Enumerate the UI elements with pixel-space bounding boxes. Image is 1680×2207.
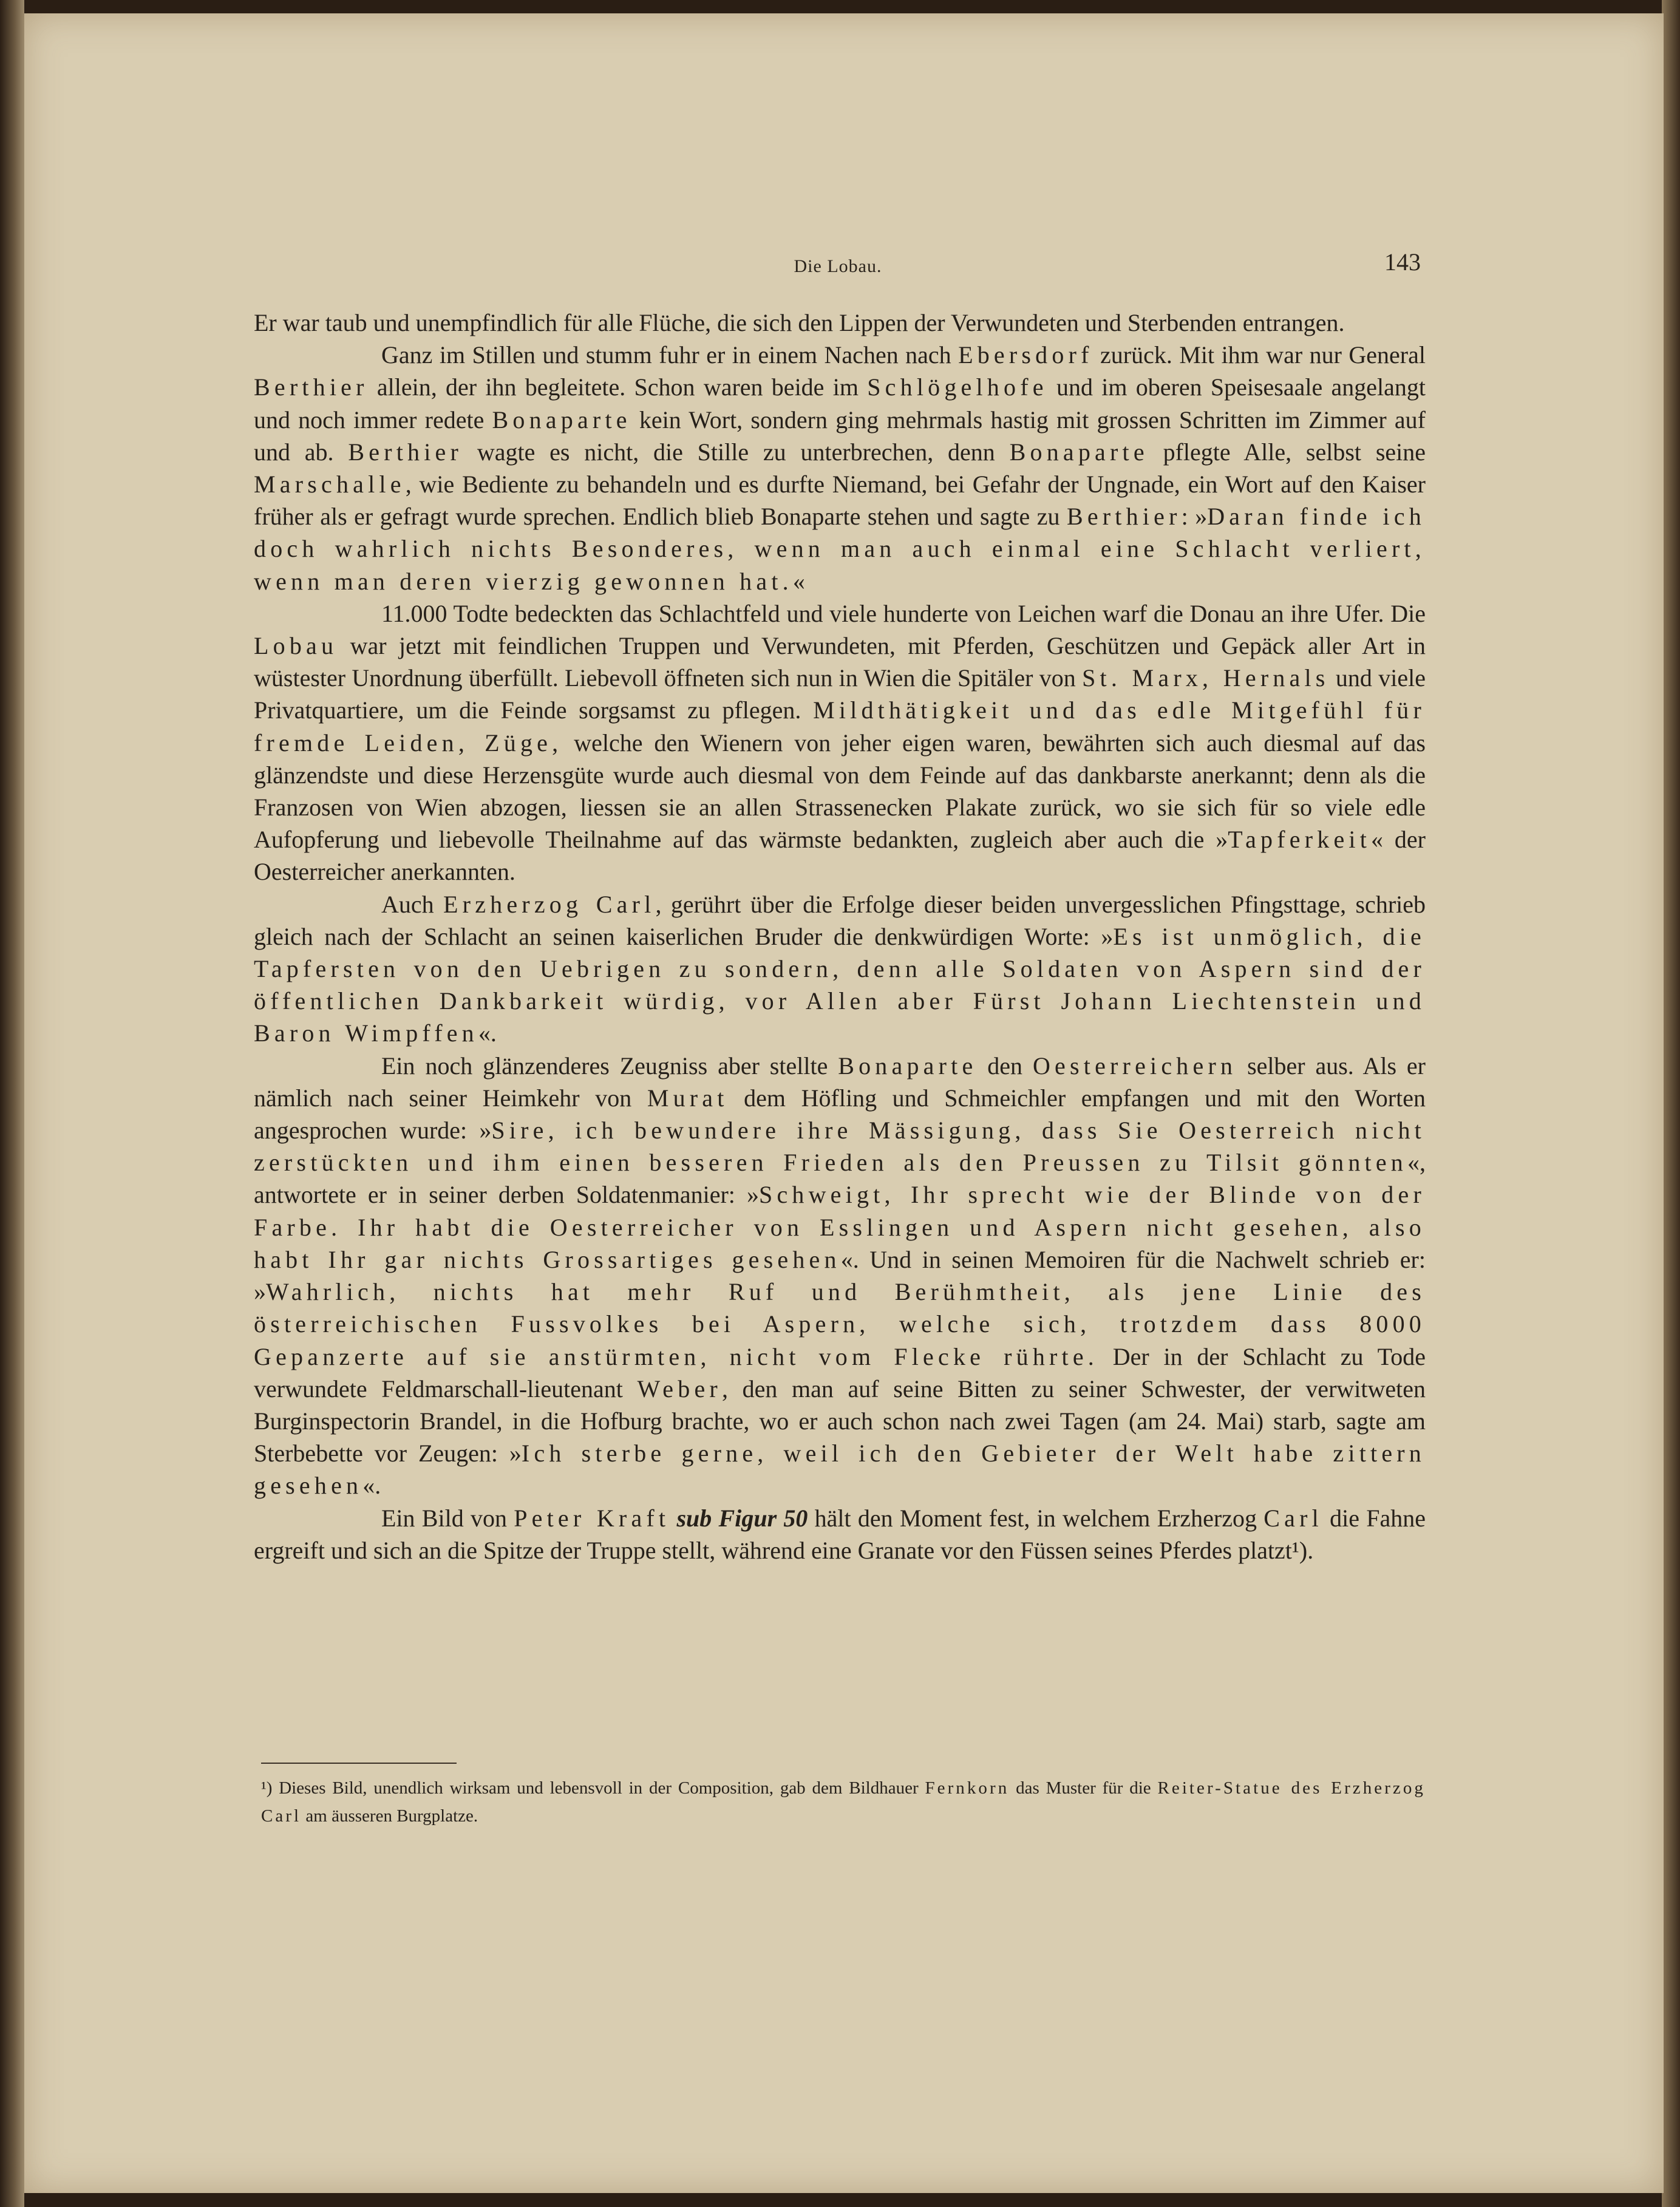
page-number: 143 (1384, 248, 1421, 276)
footnote: ¹) Dieses Bild, unendlich wirksam und lebensvoll in der Composition, gab dem Bildhauer Fernkorn das Muster für die Reiter-Statue des Erzherzog Carl am äusseren Burgplatze. (261, 1778, 1426, 1826)
paragraph-6: Ein Bild von Peter Kraft sub Figur 50 hält den Moment fest, in welchem Erzherzog Carl die Fahne ergreift und sich an die Spitze der Truppe stellt, während eine Granate vor den Füssen seines Pferdes platzt¹). (254, 1504, 1426, 1564)
page-right-edge (1662, 0, 1680, 2207)
running-title: Die Lobau. (794, 256, 882, 276)
paragraph-5: Ein noch glänzenderes Zeugniss aber stellte Bonaparte den Oesterreichern selber aus. Als er nämlich nach seiner Heimkehr von Murat dem Höfling und Schmeichler empfangen und mit den Worten angesprochen wurde: »Sire, ich bewundere ihre Mässigung, dass Sie Oesterreich nicht zerstückten und ihm einen besseren Frieden als den Preussen zu Tilsit gönnten«, antwortete er in seiner derben Soldatenmanier: »Schweigt, Ihr sprecht wie der Blinde von der Farbe. Ihr habt die Oesterreicher von Esslingen und Aspern nicht gesehen, also habt Ihr gar nichts Grossartiges gesehen«. Und in seinen Memoiren für die Nachwelt schrieb er: »Wahrlich, nichts hat mehr Ruf und Berühmtheit, als jene Linie des österreichischen Fussvolkes bei Aspern, welche sich, trotzdem dass 8000 Gepanzerte auf sie anstürmten, nicht vom Flecke rührte. Der in der Schlacht zu Tode verwundete Feldmarschall-lieutenant Weber, den man auf seine Bitten zu seiner Schwester, der verwitweten Burginspectorin Brandel, in die Hofburg brachte, wo er auch schon nach zwei Tagen (am 24. Mai) starb, sagte am Sterbebette vor Zeugen: »Ich sterbe gerne, weil ich den Gebieter der Welt habe zittern gesehen«. (254, 1052, 1426, 1500)
page-header (255, 248, 1421, 284)
figure-reference: sub Figur 50 (676, 1504, 808, 1532)
paragraph-4: Auch Erzherzog Carl, gerührt über die Erfolge dieser beiden unvergesslichen Pfingsttage, schrieb gleich nach der Schlacht an seinen kaiserlichen Bruder die denkwürdigen Worte: »Es ist unmöglich, die Tapfersten von den Uebrigen zu sondern, denn alle Soldaten von Aspern sind der öffentlichen Dankbarkeit würdig, vor Allen aber Fürst Johann Liechtenstein und Baron Wimpffen«. (254, 890, 1426, 1047)
footnote-rule (261, 1763, 457, 1764)
book-spine-edge (0, 0, 24, 2207)
body-text (254, 307, 1426, 1566)
paragraph-2: Ganz im Stillen und stumm fuhr er in einem Nachen nach Ebersdorf zurück. Mit ihm war nur General Berthier allein, der ihn begleitete. Schon waren beide im Schlögelhofe und im oberen Speisesaale angelangt und noch immer redete Bonaparte kein Wort, sondern ging mehrmals hastig mit grossen Schritten im Zimmer auf und ab. Berthier wagte es nicht, die Stille zu unterbrechen, denn Bonaparte pflegte Alle, selbst seine Marschalle, wie Bediente zu behandeln und es durfte Niemand, bei Gefahr der Ungnade, ein Wort auf den Kaiser früher als er gefragt wurde sprechen. Endlich blieb Bonaparte stehen und sagte zu Berthier: »Daran finde ich doch wahrlich nichts Besonderes, wenn man auch einmal eine Schlacht verliert, wenn man deren vierzig gewonnen hat.« (254, 341, 1426, 595)
footnote-marker: ¹) (1291, 1536, 1308, 1564)
footnote-marker: ¹) (261, 1778, 273, 1798)
paragraph-1: Er war taub und unempfindlich für alle Flüche, die sich den Lippen der Verwundeten und Sterbenden entrangen. (254, 309, 1345, 336)
paragraph-3: 11.000 Todte bedeckten das Schlachtfeld und viele hunderte von Leichen warf die Donau an ihre Ufer. Die Lobau war jetzt mit feindlichen Truppen und Verwundeten, mit Pferden, Geschützen und Gepäck aller Art in wüstester Unordnung überfüllt. Liebevoll öffneten sich nun in Wien die Spitäler von St. Marx, Hernals und viele Privatquartiere, um die Feinde sorgsamst zu pflegen. Mildthätigkeit und das edle Mitgefühl für fremde Leiden, Züge, welche den Wienern von jeher eigen waren, bewährten sich auch diesmal auf das glänzendste und diese Herzensgüte wurde auch diesmal von dem Feinde auf das dankbarste anerkannt; denn als die Franzosen von Wien abzogen, liessen sie an allen Strassenecken Plakate zurück, wo sie sich für so viele edle Aufopferung und liebevolle Theilnahme auf das wärmste bedankten, zugleich aber auch die »Tapferkeit« der Oesterreicher anerkannten. (254, 599, 1426, 886)
